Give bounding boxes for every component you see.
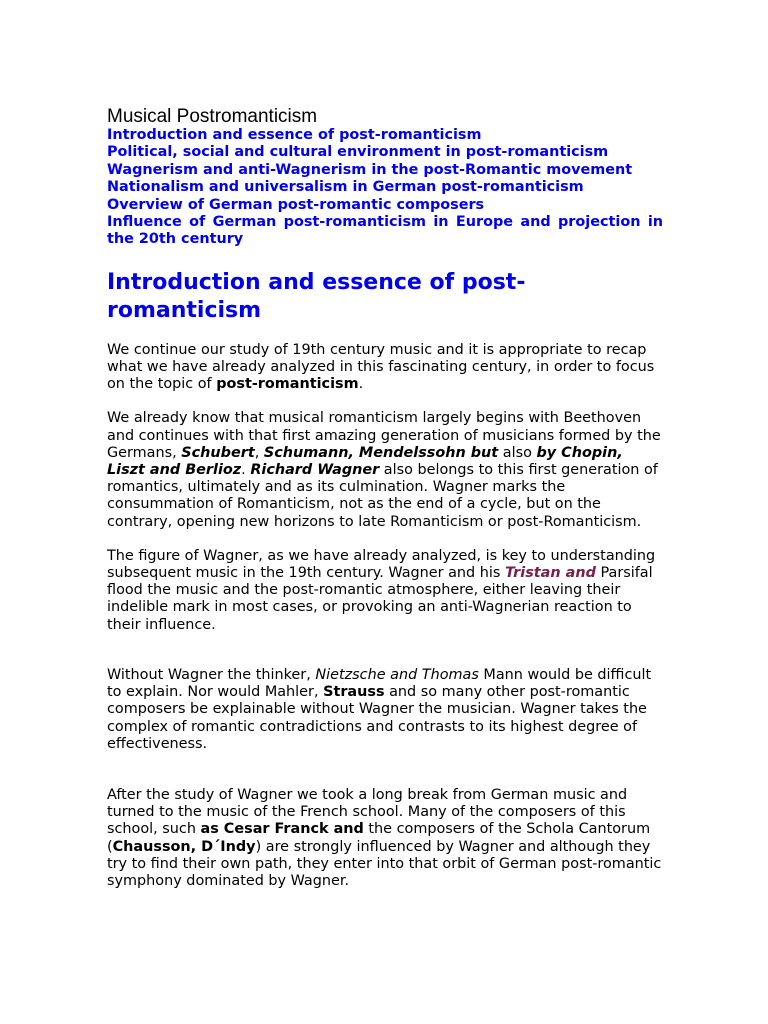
toc-item-nationalism[interactable] bbox=[107, 179, 663, 196]
toc-item-introduction[interactable] bbox=[107, 127, 663, 144]
paragraph-text: After the study of Wagner we took a long break from German music and turned to the music of the French school. Many of the composers of this school, such bbox=[107, 786, 628, 838]
paragraph-recap bbox=[107, 342, 663, 394]
paragraph-text: also bbox=[498, 444, 537, 461]
paragraph-text: We continue our study of 19th century music and it is appropriate to recap what we have already analyzed in this fascinating century, in order to focus on the topic of bbox=[107, 341, 655, 393]
bold-term: Strauss bbox=[323, 684, 385, 701]
paragraph-text: also belongs to this first generation of romantics, ultimately and as its culmination. Wagner marks the consummation of Romanticism, not as the end of a cycle, but on the contrary, opening new horizons to late Romanticism or post-Romanticism. bbox=[107, 462, 658, 530]
paragraph-text: Without Wagner the thinker, bbox=[107, 666, 316, 683]
paragraph-french-school bbox=[107, 787, 663, 890]
paragraph-text: Parsifal flood the music and the post-romantic atmosphere, either leaving their indelible mark in most cases, or provoking an anti-Wagnerian reaction to their influence. bbox=[107, 565, 653, 633]
toc-link-environment[interactable]: Political, social and cultural environment in post-romanticism bbox=[107, 144, 609, 161]
paragraph-romanticism bbox=[107, 410, 663, 530]
document-title: Musical Postromanticism bbox=[107, 106, 318, 127]
bold-term: post-romanticism bbox=[216, 376, 359, 393]
paragraph-wagner-figure bbox=[107, 548, 663, 634]
composer-name: Schubert bbox=[181, 444, 255, 461]
section-heading: Introduction and essence of post-romanticism bbox=[107, 269, 526, 323]
toc-item-overview[interactable] bbox=[107, 197, 663, 214]
italic-names: Nietzsche and Thomas bbox=[315, 666, 479, 683]
toc-item-environment[interactable] bbox=[107, 144, 663, 161]
paragraph-text: . bbox=[241, 462, 251, 479]
paragraph-text: the composers of the Schola Cantorum ( bbox=[107, 821, 651, 855]
toc-link-influence[interactable]: Influence of German post-romanticism in Europe and projection in the 20th century bbox=[107, 214, 663, 248]
toc-link-wagnerism[interactable]: Wagnerism and anti-Wagnerism in the post-Romantic movement bbox=[107, 161, 633, 178]
paragraph-text: We already know that musical romanticism largely begins with Beethoven and continues with that first amazing generation of musicians formed by the Germans, bbox=[107, 410, 661, 461]
paragraph-text: , bbox=[254, 444, 264, 461]
toc-item-influence[interactable] bbox=[107, 214, 663, 249]
toc-link-overview[interactable]: Overview of German post-romantic composers bbox=[107, 196, 485, 213]
opera-title-highlight: Tristan and bbox=[504, 565, 596, 582]
composer-name: Richard Wagner bbox=[250, 462, 380, 479]
paragraph-text: . bbox=[358, 376, 364, 393]
table-of-contents bbox=[107, 127, 663, 249]
toc-link-nationalism[interactable]: Nationalism and universalism in German post-romanticism bbox=[107, 179, 584, 196]
paragraph-text: ) are strongly influenced by Wagner and although they try to find their own path, they enter into that orbit of German post-romantic symphony dominated by Wagner. bbox=[107, 838, 662, 889]
document-page bbox=[107, 106, 663, 890]
paragraph-text: The figure of Wagner, as we have already analyzed, is key to understanding subsequent music in the 19th century. Wagner and his bbox=[107, 547, 656, 582]
bold-term: Chausson, D´Indy bbox=[112, 838, 256, 855]
toc-item-wagnerism[interactable] bbox=[107, 162, 663, 179]
paragraph-wagner-thinker bbox=[107, 667, 663, 753]
toc-link-introduction[interactable]: Introduction and essence of post-romanticism bbox=[107, 127, 482, 143]
paragraph-text: and so many other post-romantic composers be explainable without Wagner the musician. Wagner takes the complex of romantic contradictions and contrasts to its highest degree of effectiveness. bbox=[107, 684, 647, 752]
composer-names: by Chopin, Liszt and Berlioz bbox=[107, 444, 623, 479]
composer-names: Schumann, Mendelssohn but bbox=[263, 444, 499, 461]
paragraph-text: Mann would be difficult to explain. Nor would Mahler, bbox=[107, 666, 652, 701]
bold-term: as Cesar Franck and bbox=[200, 821, 364, 838]
